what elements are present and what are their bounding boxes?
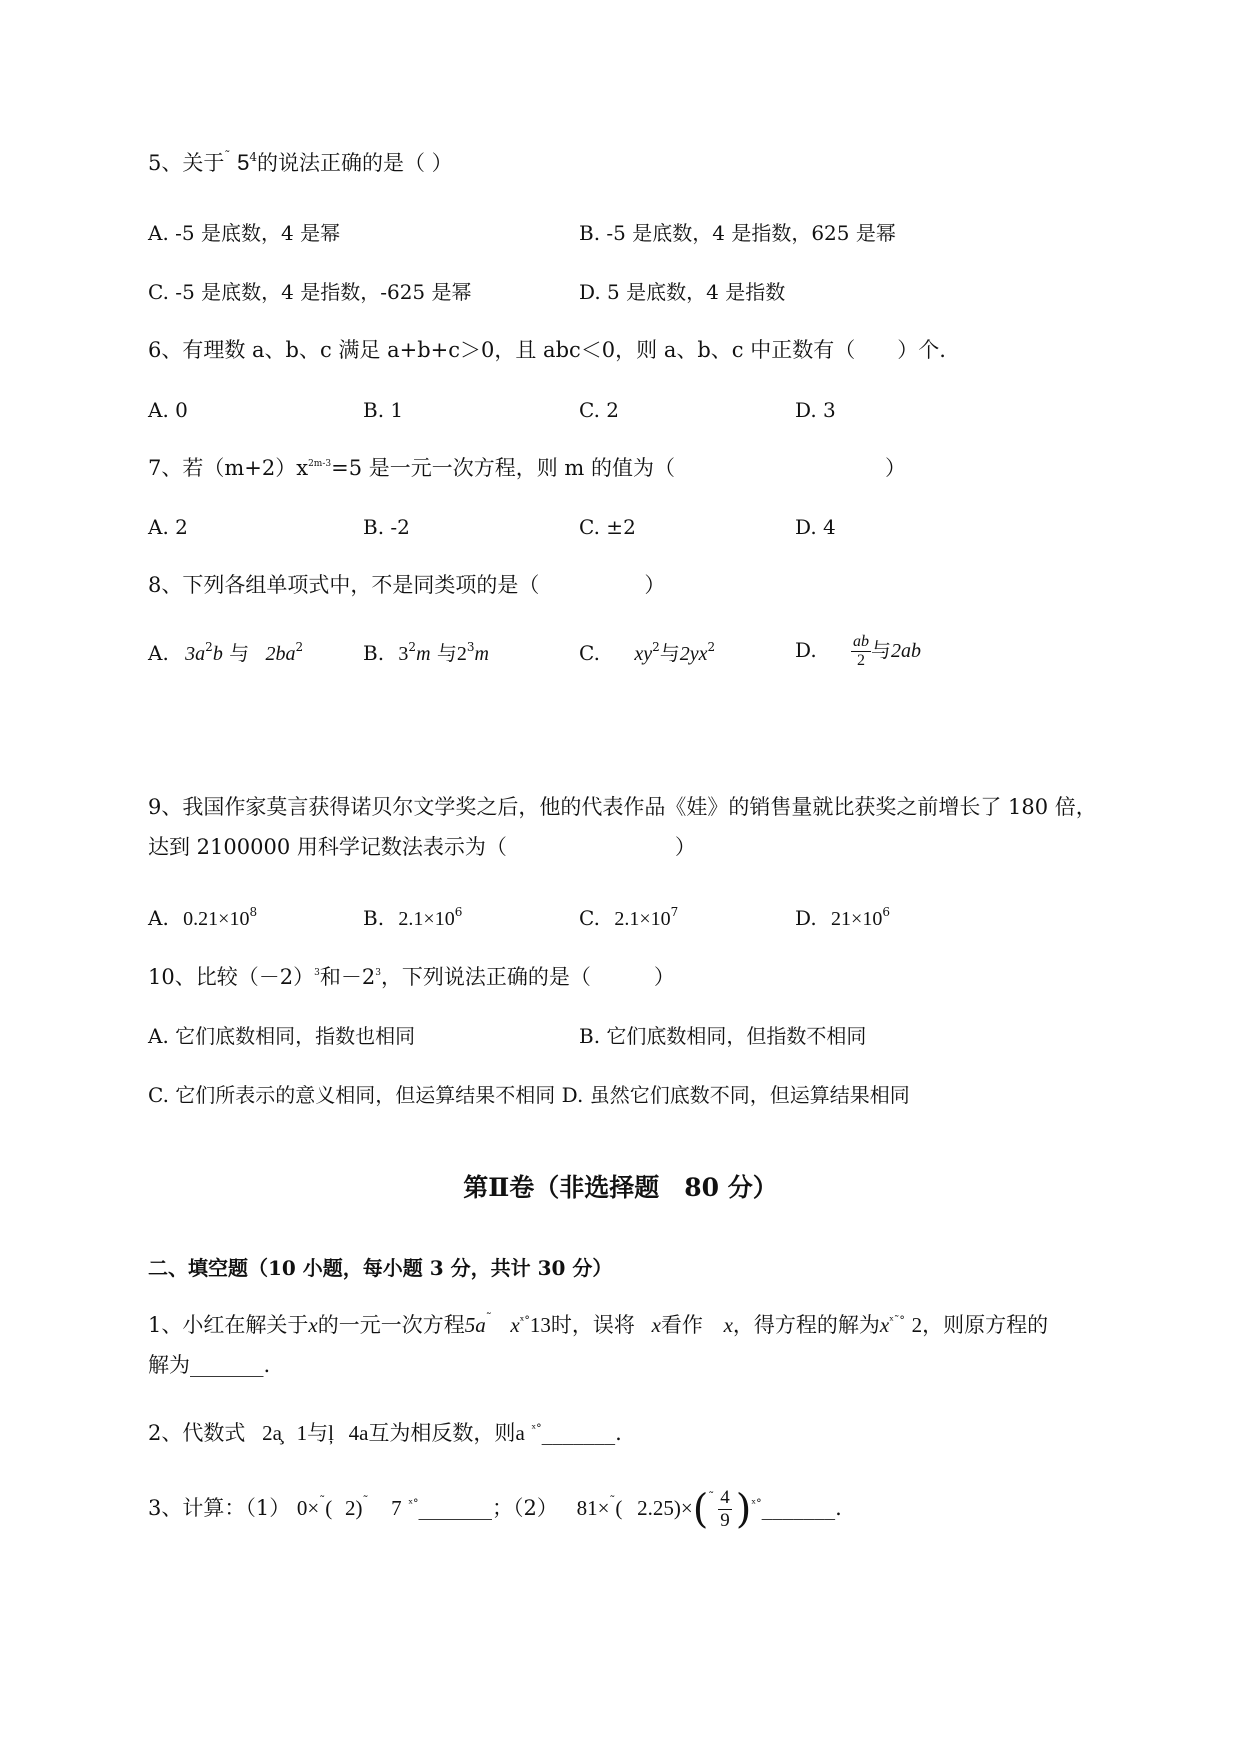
q7-option-a: A. 2 xyxy=(148,515,188,539)
q7-stem xyxy=(148,453,906,488)
q9-option-a xyxy=(148,903,257,936)
q8-a-expr1: 3a xyxy=(185,643,206,665)
q7-exponent: 2m-3 xyxy=(308,459,332,469)
q8-a-label: A. xyxy=(148,641,169,665)
q8-c-with: 与 xyxy=(659,641,680,665)
fill1-p9: ，则原方程的 xyxy=(922,1313,1049,1337)
q8-d-numerator: ab xyxy=(853,633,870,650)
q9-d-label: D. xyxy=(795,906,817,930)
q7-option-d: D. 4 xyxy=(795,515,836,539)
fill1-p7: ，得方程的解为 xyxy=(732,1313,880,1337)
fill3-left-paren: ( xyxy=(692,1486,709,1533)
q8-b-sup1: 2 xyxy=(408,640,417,654)
q9-stem-line2: 达到 2100000 用科学记数法表示为（ ） xyxy=(148,835,696,859)
fill3-m3: ˣ° xyxy=(408,1497,419,1510)
q10-sup2: 3 xyxy=(375,968,381,978)
q9-b-base: 2.1×10 xyxy=(398,908,455,930)
fill3-e2: ( xyxy=(325,1496,333,1520)
fill1-expr: 5a xyxy=(464,1313,486,1337)
q10-stem-prefix: 10、比较（－2） xyxy=(148,965,315,989)
q9-d-base: 21×10 xyxy=(831,908,883,930)
fill2-p2: 与 xyxy=(307,1421,329,1445)
q10-sup1: 3 xyxy=(314,968,320,978)
q7-option-c: C. ±2 xyxy=(579,515,636,539)
q8-b-label: B. xyxy=(363,641,385,665)
fill1-x2: x xyxy=(651,1313,661,1337)
fill3-m4: ˜ xyxy=(609,1494,616,1508)
q7-option-b: B. -2 xyxy=(363,515,410,539)
q8-b-expr2: 2 xyxy=(456,643,467,665)
fill3-fraction xyxy=(718,1487,732,1532)
q8-b-expr1: 3 xyxy=(398,643,409,665)
q8-option-d xyxy=(795,628,921,673)
q8-d-label: D. xyxy=(795,638,817,662)
q6-option-d: D. 3 xyxy=(795,398,836,422)
fill1-p5: 时，误将 xyxy=(550,1313,635,1337)
q8-d-fraction xyxy=(851,633,871,670)
fill2-p3: 互为相反数，则 xyxy=(368,1421,516,1445)
fill1-x4: x xyxy=(879,1313,890,1337)
q9-a-label: A. xyxy=(148,906,169,930)
fill2-p4: _______. xyxy=(541,1421,622,1445)
q8-c-sup2: 2 xyxy=(707,640,716,654)
fill2-e4: 4a xyxy=(348,1421,369,1445)
q5-neg-mark: ˜ xyxy=(224,149,231,163)
q8-c-sup1: 2 xyxy=(652,640,660,654)
fill1-mark2: ˣ° xyxy=(519,1314,530,1327)
q5-base: 5 xyxy=(237,150,250,175)
q8-d-with: 与 xyxy=(871,638,892,662)
fill2-p1: 2、代数式 xyxy=(148,1421,246,1445)
fill1-x1: x xyxy=(308,1313,318,1337)
q5-option-a: A. -5 是底数，4 是幂 xyxy=(148,221,341,245)
fill1-line1 xyxy=(148,1310,1048,1344)
fill3-denominator: 9 xyxy=(720,1510,730,1531)
q10-option-b: B. 它们底数相同，但指数不相同 xyxy=(579,1024,867,1048)
q10-stem-suffix: ，下列说法正确的是（ ） xyxy=(380,965,675,989)
fill3-e6: ( xyxy=(615,1496,623,1520)
q9-stem-line1: 9、我国作家莫言获得诺贝尔文学奖之后，他的代表作品《娃》的销售量就比获奖之前增长了 180 倍， xyxy=(148,795,1097,819)
q8-a-sup2: 2 xyxy=(295,640,304,654)
q8-d-expr2: 2ab xyxy=(891,640,922,662)
q8-option-c xyxy=(579,638,715,671)
fill3-numerator: 4 xyxy=(720,1487,730,1508)
fill3-m5: ˜ xyxy=(708,1490,715,1504)
q5-stem-prefix: 5、关于 xyxy=(148,151,225,175)
q10-options-c-d: C. 它们所表示的意义相同，但运算结果不相同 D. 虽然它们底数不同，但运算结果相同 xyxy=(148,1083,910,1107)
q9-a-base: 0.21×10 xyxy=(183,908,250,930)
q9-c-exponent: 7 xyxy=(670,905,679,919)
fill2-e1: 2a̧ xyxy=(262,1421,282,1445)
q9-c-label: C. xyxy=(579,906,600,930)
q10-option-a: A. 它们底数相同，指数也相同 xyxy=(148,1024,416,1048)
q6-option-a: A. 0 xyxy=(148,398,188,422)
q9-c-base: 2.1×10 xyxy=(614,908,671,930)
fill1-x-var: x xyxy=(510,1313,520,1337)
q6-option-b: B. 1 xyxy=(363,398,404,422)
q10-stem xyxy=(148,962,675,997)
q8-option-b xyxy=(363,638,489,671)
q8-a-with: 与 xyxy=(229,641,250,665)
q9-b-exponent: 6 xyxy=(454,905,463,919)
fill1-mark3: ˣ˜° xyxy=(889,1314,905,1327)
fill3-p1: 3、计算：（1） xyxy=(148,1496,291,1520)
q8-b-sup2: 3 xyxy=(466,640,475,654)
fill3-m1: ˜ xyxy=(319,1494,326,1508)
q9-d-exponent: 6 xyxy=(882,905,890,919)
q10-stem-mid: 和－2 xyxy=(319,965,376,989)
q8-a-expr1b: b xyxy=(212,643,223,665)
part2-heading: 第Ⅱ卷（非选择题 80 分） xyxy=(463,1173,778,1202)
fill-section-title: 二、填空题（10 小题，每小题 3 分，共计 30 分） xyxy=(148,1256,613,1280)
fill2-line xyxy=(148,1418,622,1452)
q8-b-with: 与 xyxy=(436,641,457,665)
q5-exponent: 4 xyxy=(249,150,257,164)
q8-option-a xyxy=(148,638,303,671)
q5-option-d: D. 5 是底数，4 是指数 xyxy=(579,280,786,304)
fill3-right-paren: ) xyxy=(735,1486,752,1533)
fill2-mark: ˣ° xyxy=(531,1422,542,1435)
q8-b-expr1b: m xyxy=(416,643,431,665)
fill3-e4: 7 xyxy=(391,1496,402,1520)
fill3-e5: 81× xyxy=(576,1496,610,1520)
q9-option-b xyxy=(363,903,462,936)
q5-stem-suffix: 的说法正确的是（ ） xyxy=(256,151,453,175)
q8-b-expr2b: m xyxy=(474,643,489,665)
q9-option-c xyxy=(579,903,678,936)
fill3-line xyxy=(148,1478,842,1542)
q7-stem-prefix: 7、若（m+2）x xyxy=(148,456,309,480)
fill3-p2: _______；（2） xyxy=(418,1496,558,1520)
q9-option-d xyxy=(795,903,890,936)
q8-c-expr1: xy xyxy=(634,643,653,665)
fill2-e2: 1 xyxy=(296,1421,308,1445)
fill3-e3: 2) xyxy=(344,1496,363,1520)
q8-a-sup1: 2 xyxy=(205,640,213,654)
fill1-p6: 看作 xyxy=(660,1313,703,1337)
q8-a-expr2: 2ba xyxy=(265,643,296,665)
q8-stem: 8、下列各组单项式中，不是同类项的是（ ） xyxy=(148,573,666,597)
fill1-x3: x xyxy=(723,1313,733,1337)
fill2-e3: ļ xyxy=(328,1421,334,1445)
fill3-m6: ˣ° xyxy=(751,1497,762,1510)
q5-stem xyxy=(148,148,453,181)
q5-option-b: B. -5 是底数，4 是指数，625 是幂 xyxy=(579,221,896,245)
fill1-p2: 的一元一次方程 xyxy=(317,1313,465,1337)
fill3-p3: _______. xyxy=(761,1496,842,1520)
fill2-e5: a xyxy=(515,1421,525,1445)
fill1-p1: 1、小红在解关于 xyxy=(148,1313,309,1337)
q8-d-denominator: 2 xyxy=(857,652,866,669)
q7-stem-suffix: =5 是一元一次方程，则 m 的值为（ ） xyxy=(331,456,907,480)
q8-c-expr2: 2yx xyxy=(679,643,708,665)
fill1-mark1: ˜ xyxy=(485,1311,492,1325)
fill1-line2: 解为_______. xyxy=(148,1353,271,1377)
fill3-m2: ˜ xyxy=(362,1494,369,1508)
q8-c-label: C. xyxy=(579,641,600,665)
fill1-value-2: 2 xyxy=(911,1313,923,1337)
q6-stem: 6、有理数 a、b、c 满足 a+b+c＞0，且 abc＜0，则 a、b、c 中正数有（ ）个. xyxy=(148,338,946,362)
fill3-e1: 0× xyxy=(296,1496,320,1520)
q5-option-c: C. -5 是底数，4 是指数，-625 是幂 xyxy=(148,280,472,304)
q9-b-label: B. xyxy=(363,906,385,930)
q6-option-c: C. 2 xyxy=(579,398,620,422)
fill1-value-13: 13 xyxy=(529,1313,551,1337)
q9-a-exponent: 8 xyxy=(249,905,258,919)
fill3-e7: 2.25)× xyxy=(637,1496,693,1520)
